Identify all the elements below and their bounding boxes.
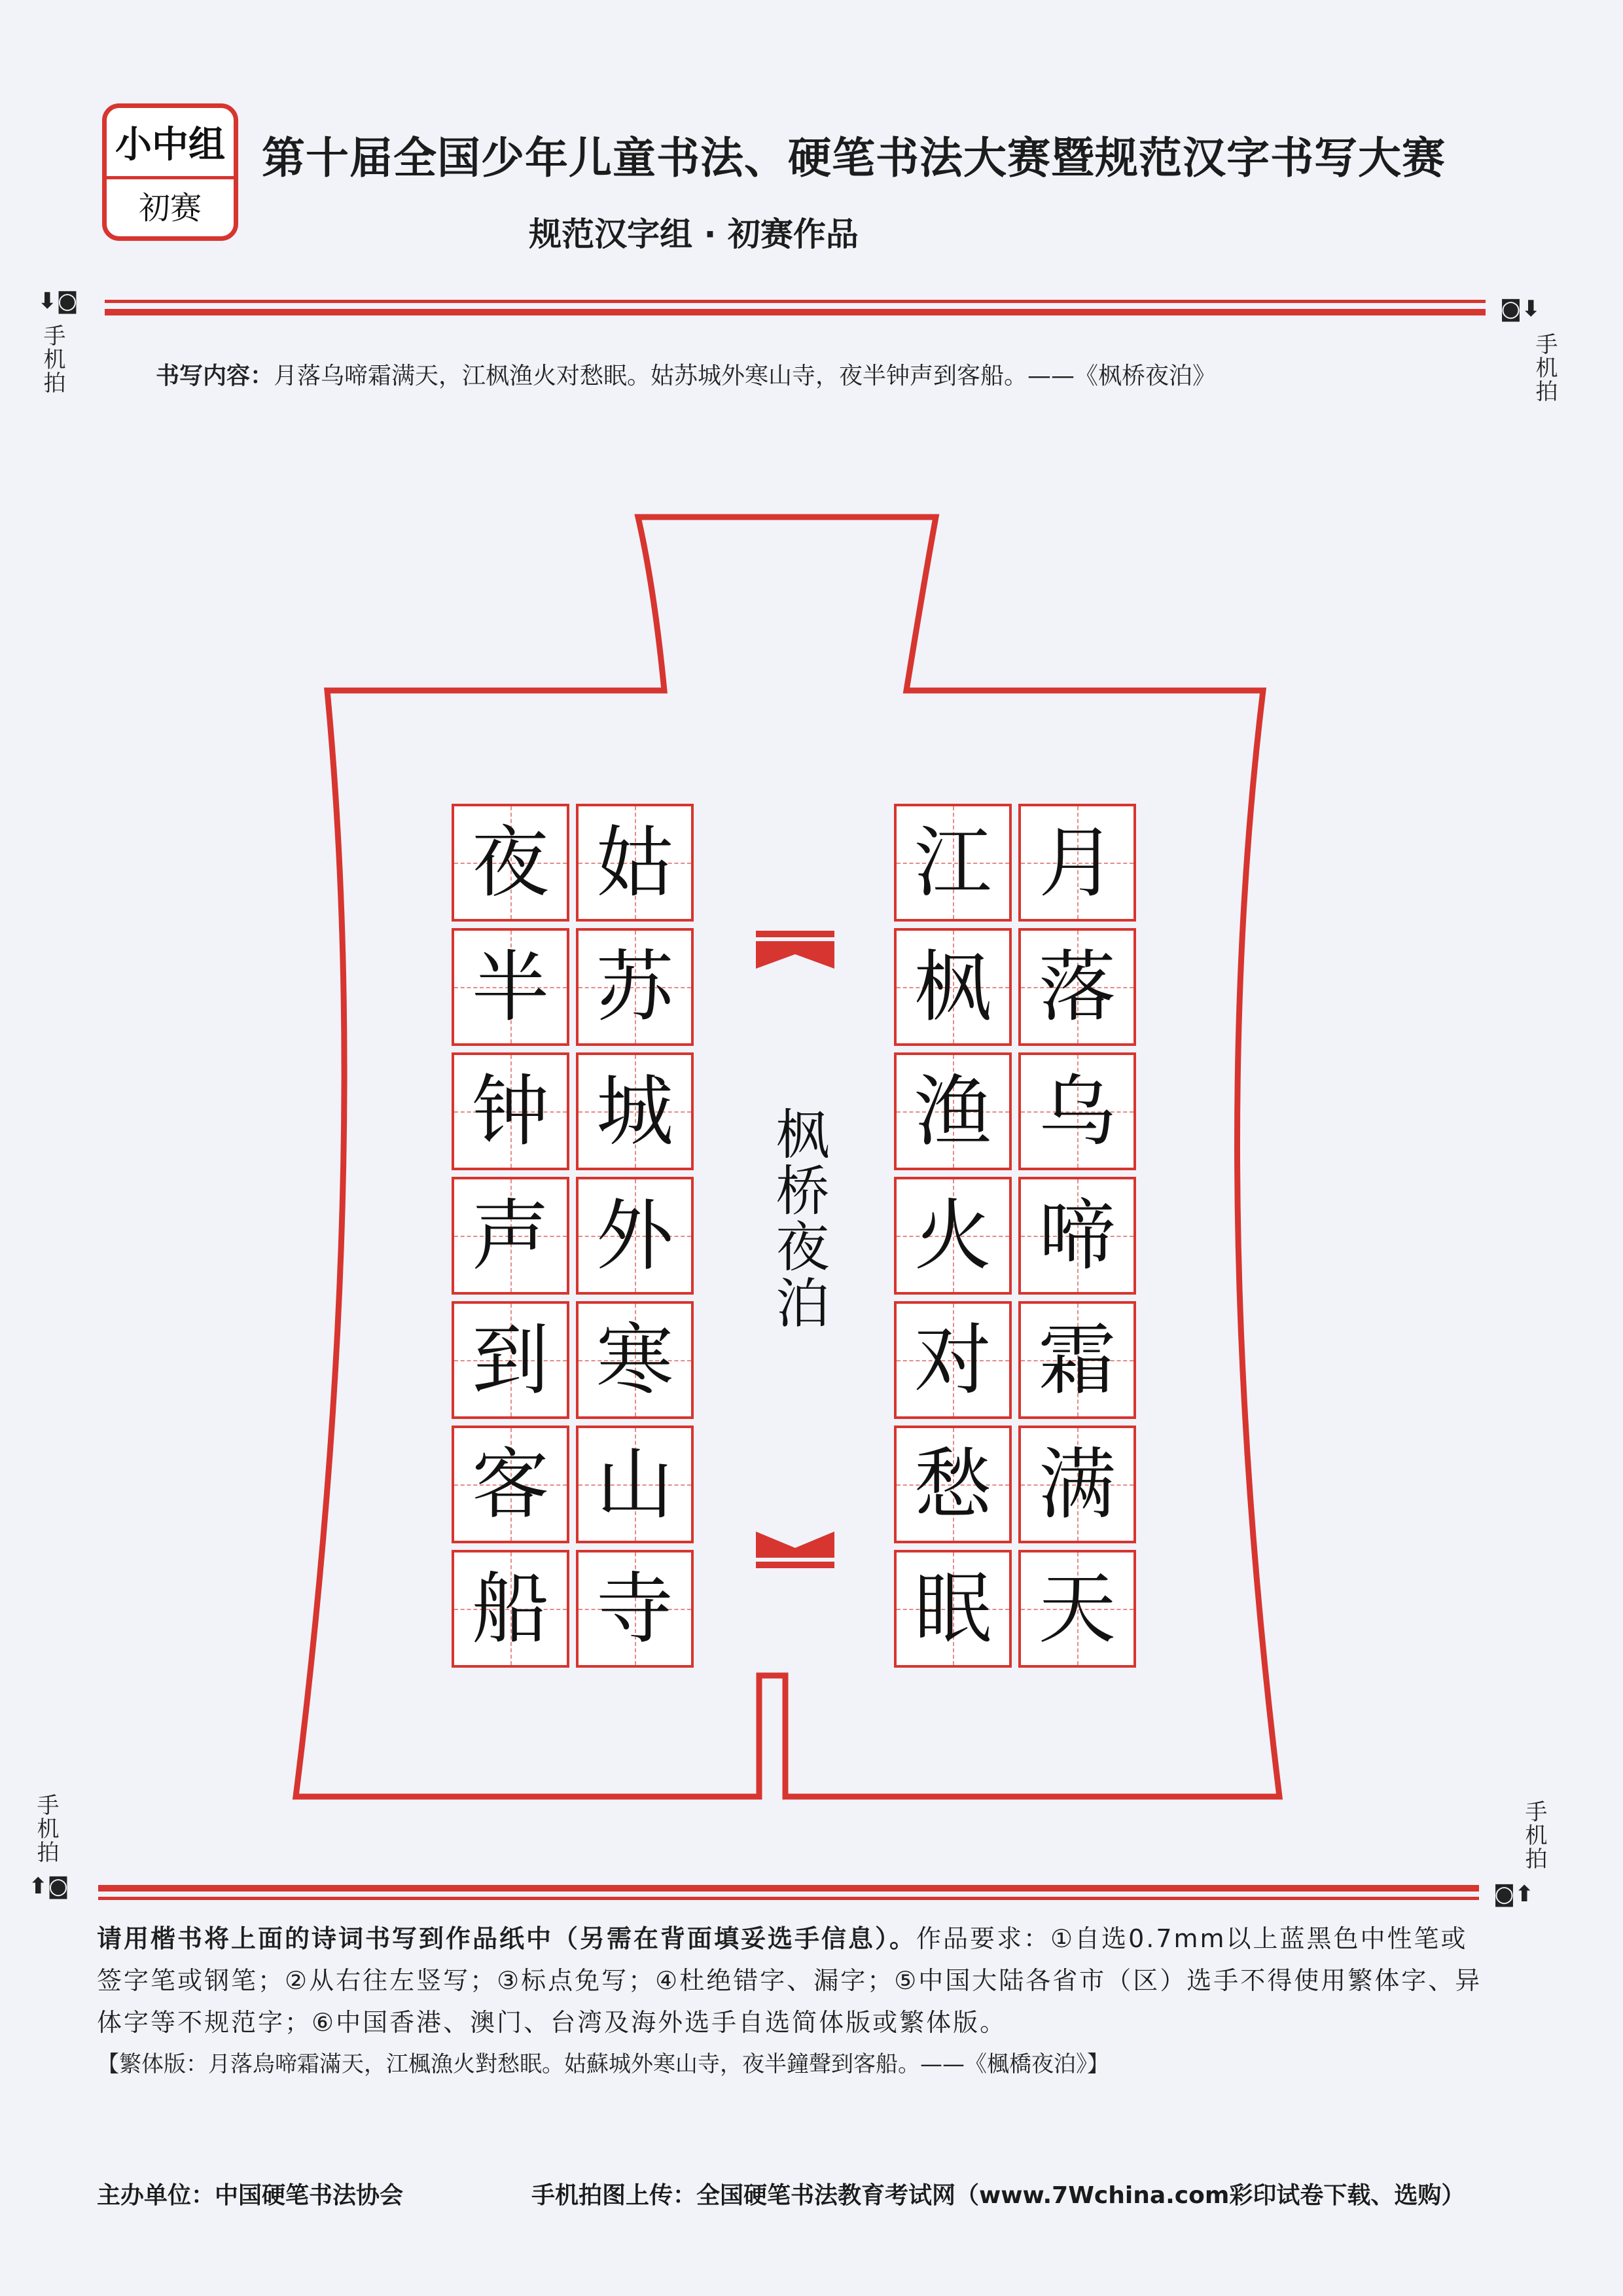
phone-label-bottom-left: 手机拍 — [33, 1793, 59, 1864]
requirements-text — [97, 1918, 1491, 2043]
grid-cell — [452, 1052, 569, 1170]
phone-label-bottom-right: 手机拍 — [1521, 1800, 1547, 1871]
camera-mark-top-right: ◙⬇ — [1500, 296, 1541, 322]
grid-cell — [1018, 1426, 1136, 1543]
camera-mark-top-left: ⬇◙ — [38, 288, 79, 314]
poem-char: 钟 — [471, 1066, 549, 1157]
grid-cell — [894, 804, 1012, 922]
badge-group-label: 小中组 — [107, 108, 234, 179]
poem-char: 枫 — [914, 942, 991, 1032]
grid-cell — [452, 1177, 569, 1295]
poem-char: 客 — [471, 1439, 549, 1530]
poem-char: 到 — [471, 1315, 549, 1405]
grid-cell — [452, 1550, 569, 1668]
grid-cell — [576, 1177, 694, 1295]
bottom-divider-thin — [98, 1897, 1479, 1900]
poem-char: 苏 — [596, 942, 673, 1032]
ornament-bottom — [756, 1532, 834, 1568]
grid-cell — [576, 1550, 694, 1668]
poem-char: 对 — [914, 1315, 991, 1405]
writing-content-label: 书写内容： — [156, 363, 274, 389]
poem-char: 半 — [471, 942, 549, 1032]
page-subtitle-text: 规范汉字组 · 初赛作品 — [529, 215, 859, 253]
poem-char: 火 — [914, 1191, 991, 1281]
poem-char: 姑 — [596, 817, 673, 908]
poem-char: 满 — [1038, 1439, 1116, 1530]
grid-cell — [1018, 1052, 1136, 1170]
poem-char: 渔 — [914, 1066, 991, 1157]
grid-cell — [894, 1052, 1012, 1170]
grid-cell — [576, 1052, 694, 1170]
grid-cell — [1018, 1301, 1136, 1419]
poem-char: 山 — [596, 1439, 673, 1530]
grid-cell — [576, 1426, 694, 1543]
poem-char: 乌 — [1038, 1066, 1116, 1157]
grid-cell — [452, 804, 569, 922]
poem-char: 寒 — [596, 1315, 673, 1405]
grid-cell — [1018, 804, 1136, 922]
grid-cell — [576, 804, 694, 922]
organizer: 主办单位：中国硬笔书法协会 — [97, 2182, 404, 2209]
grid-cell — [452, 1301, 569, 1419]
grid-cell — [576, 1301, 694, 1419]
bottom-divider-thick — [98, 1885, 1479, 1892]
grid-cell — [452, 1426, 569, 1543]
poem-char: 江 — [914, 817, 991, 908]
grid-cell — [1018, 928, 1136, 1046]
grid-cell — [894, 1550, 1012, 1668]
poem-char: 夜 — [471, 817, 549, 908]
poem-title: 枫桥夜泊 — [767, 1106, 829, 1331]
requirements-body: 作品要求：①自选0.7mm以上蓝黑色中性笔或签字笔或钢笔；②从右往左竖写；③标点免写；④杜绝错字、漏字；⑤中国大陆各省市（区）选手不得使用繁体字、异体字等不规范字；⑥中国香港、澳门、台湾及海外选手自选简体版或繁体版。 — [97, 1924, 1482, 2037]
ornament-top — [756, 931, 834, 969]
upload-info: 手机拍图上传：全国硬笔书法教育考试网（www.7Wchina.com彩印试卷下载、选购） — [531, 2182, 1465, 2209]
phone-label-top-right: 手机拍 — [1531, 332, 1558, 403]
requirements-lead: 请用楷书将上面的诗词书写到作品纸中（另需在背面填妥选手信息）。 — [97, 1924, 917, 1953]
poem-char: 月 — [1038, 817, 1116, 908]
page-title: 第十届全国少年儿童书法、硬笔书法大赛暨规范汉字书写大赛 — [262, 132, 1446, 183]
poem-char: 啼 — [1038, 1191, 1116, 1281]
grid-cell — [452, 928, 569, 1046]
poem-char: 船 — [471, 1564, 549, 1654]
writing-content-text: 月落乌啼霜满天，江枫渔火对愁眠。姑苏城外寒山寺，夜半钟声到客船。——《枫桥夜泊》 — [274, 363, 1217, 389]
grid-cell — [1018, 1550, 1136, 1668]
grid-cell — [894, 1177, 1012, 1295]
poem-char: 愁 — [914, 1439, 991, 1530]
grid-cell — [894, 928, 1012, 1046]
grid-cell — [1018, 1177, 1136, 1295]
phone-label-top-left: 手机拍 — [39, 324, 65, 395]
poem-char: 霜 — [1038, 1315, 1116, 1405]
poem-char: 天 — [1038, 1564, 1116, 1654]
poem-char: 声 — [471, 1191, 549, 1281]
badge-round-label: 初赛 — [138, 189, 202, 226]
camera-mark-bottom-right: ◙⬆ — [1493, 1881, 1534, 1907]
grid-cell — [894, 1426, 1012, 1543]
traditional-version: 【繁体版：月落烏啼霜滿天，江楓漁火對愁眠。姑蘇城外寒山寺，夜半鐘聲到客船。——《楓橋夜泊》】 — [97, 2051, 1109, 2077]
poem-char: 城 — [596, 1066, 673, 1157]
poem-char: 外 — [596, 1191, 673, 1281]
poem-char: 眠 — [914, 1564, 991, 1654]
grid-cell — [576, 928, 694, 1046]
camera-mark-bottom-left: ⬆◙ — [29, 1873, 69, 1899]
poem-char: 寺 — [596, 1564, 673, 1654]
poem-char: 落 — [1038, 942, 1116, 1032]
grid-cell — [894, 1301, 1012, 1419]
